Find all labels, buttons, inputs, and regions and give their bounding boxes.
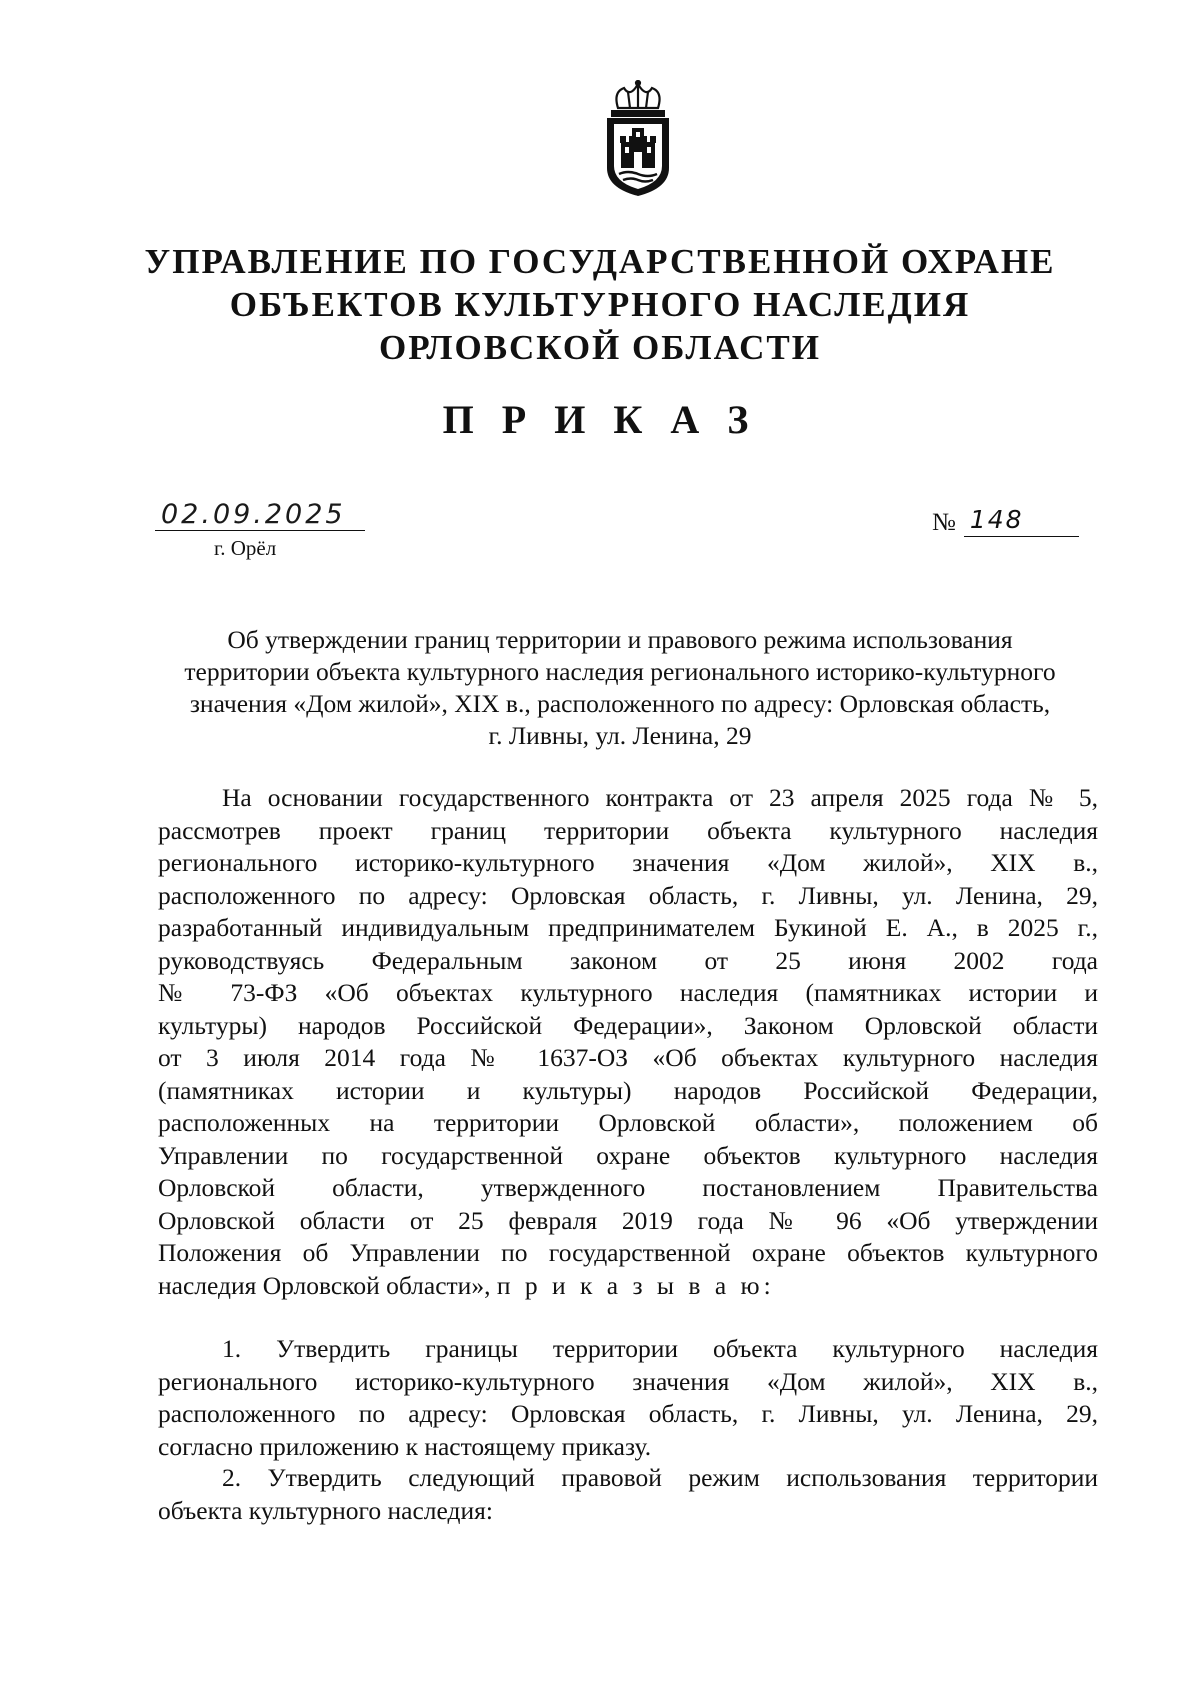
paragraph-line: расположенного по адресу: Орловская область, г. Ливны, ул. Ленина, 29, bbox=[158, 880, 1098, 910]
paragraph-line: расположенного по адресу: Орловская область, г. Ливны, ул. Ленина, 29, bbox=[158, 1399, 1098, 1428]
org-line-2: ОБЪЕКТОВ КУЛЬТУРНОГО НАСЛЕДИЯ bbox=[229, 285, 971, 324]
paragraph-line: от 3 июля 2014 года № 1637-ОЗ «Об объектах культурного наследия bbox=[158, 1043, 1098, 1072]
order-item-1 bbox=[158, 1333, 1098, 1463]
paragraph-line-text: наследия Орловской области», bbox=[158, 1270, 491, 1300]
city-label: г. Орёл bbox=[214, 536, 277, 560]
paragraph-line: регионального историко-культурного значения «Дом жилой», XIX в., bbox=[158, 848, 1098, 877]
subject-line: территории объекта культурного наследия регионального историко-культурного bbox=[184, 657, 1056, 686]
subject-line: значения «Дом жилой», XIX в., расположенного по адресу: Орловская область, bbox=[189, 689, 1051, 718]
paragraph-line: согласно приложению к настоящему приказу. bbox=[158, 1431, 652, 1461]
preamble-paragraph bbox=[158, 782, 1098, 1302]
document-type-title: П Р И К А З bbox=[442, 397, 758, 442]
paragraph-line: руководствуясь Федеральным законом от 25 июня 2002 года bbox=[158, 945, 1098, 975]
date-field bbox=[155, 500, 365, 531]
order-item-2 bbox=[158, 1462, 1098, 1527]
organization-name bbox=[120, 240, 1080, 369]
number-sign: № bbox=[932, 509, 956, 536]
paragraph-line: рассмотрев проект границ территории объекта культурного наследия bbox=[158, 815, 1098, 845]
paragraph-line: 2. Утвердить следующий правовой режим использования территории bbox=[222, 1463, 1098, 1492]
paragraph-line: (памятниках истории и культуры) народов Российской Федерации, bbox=[158, 1075, 1098, 1105]
paragraph-line: разработанный индивидуальным предпринимателем Букиной Е. А., в 2025 г., bbox=[158, 913, 1098, 942]
org-line-1: УПРАВЛЕНИЕ ПО ГОСУДАРСТВЕННОЙ ОХРАНЕ bbox=[144, 242, 1056, 281]
paragraph-line: культуры) народов Российской Федерации», Законом Орловской области bbox=[158, 1010, 1098, 1040]
order-word: п р и к а з ы в а ю: bbox=[496, 1270, 775, 1300]
paragraph-last-line bbox=[158, 1270, 1098, 1303]
number-value: 148 bbox=[969, 505, 1024, 534]
subject-line: г. Ливны, ул. Ленина, 29 bbox=[488, 721, 752, 750]
coat-of-arms-icon bbox=[593, 80, 683, 200]
paragraph-line: Орловской области от 25 февраля 2019 года № 96 «Об утверждении bbox=[158, 1205, 1098, 1235]
paragraph-line: № 73-ФЗ «Об объектах культурного наследия (памятниках истории и bbox=[158, 978, 1098, 1007]
paragraph-line: расположенных на территории Орловской области», положением об bbox=[158, 1108, 1098, 1137]
paragraph-line: Орловской области, утвержденного постановлением Правительства bbox=[158, 1173, 1098, 1202]
paragraph-line: Управлении по государственной охране объектов культурного наследия bbox=[158, 1140, 1098, 1170]
date-underline bbox=[155, 530, 365, 531]
number-underline bbox=[964, 505, 1079, 537]
date-value: 02.09.2025 bbox=[161, 499, 346, 530]
paragraph-line: регионального историко-культурного значения «Дом жилой», XIX в., bbox=[158, 1366, 1098, 1396]
paragraph-line: 1. Утвердить границы территории объекта культурного наследия bbox=[222, 1334, 1098, 1363]
order-subject bbox=[150, 624, 1090, 752]
org-line-3: ОРЛОВСКОЙ ОБЛАСТИ bbox=[379, 328, 821, 367]
paragraph-line: Положения об Управлении по государственной охране объектов культурного bbox=[158, 1238, 1098, 1267]
document-number-field bbox=[932, 505, 1079, 537]
paragraph-line: объекта культурного наследия: bbox=[158, 1495, 493, 1525]
paragraph-line: На основании государственного контракта от 23 апреля 2025 года № 5, bbox=[222, 783, 1098, 812]
subject-line: Об утверждении границ территории и правового режима использования bbox=[227, 625, 1013, 654]
